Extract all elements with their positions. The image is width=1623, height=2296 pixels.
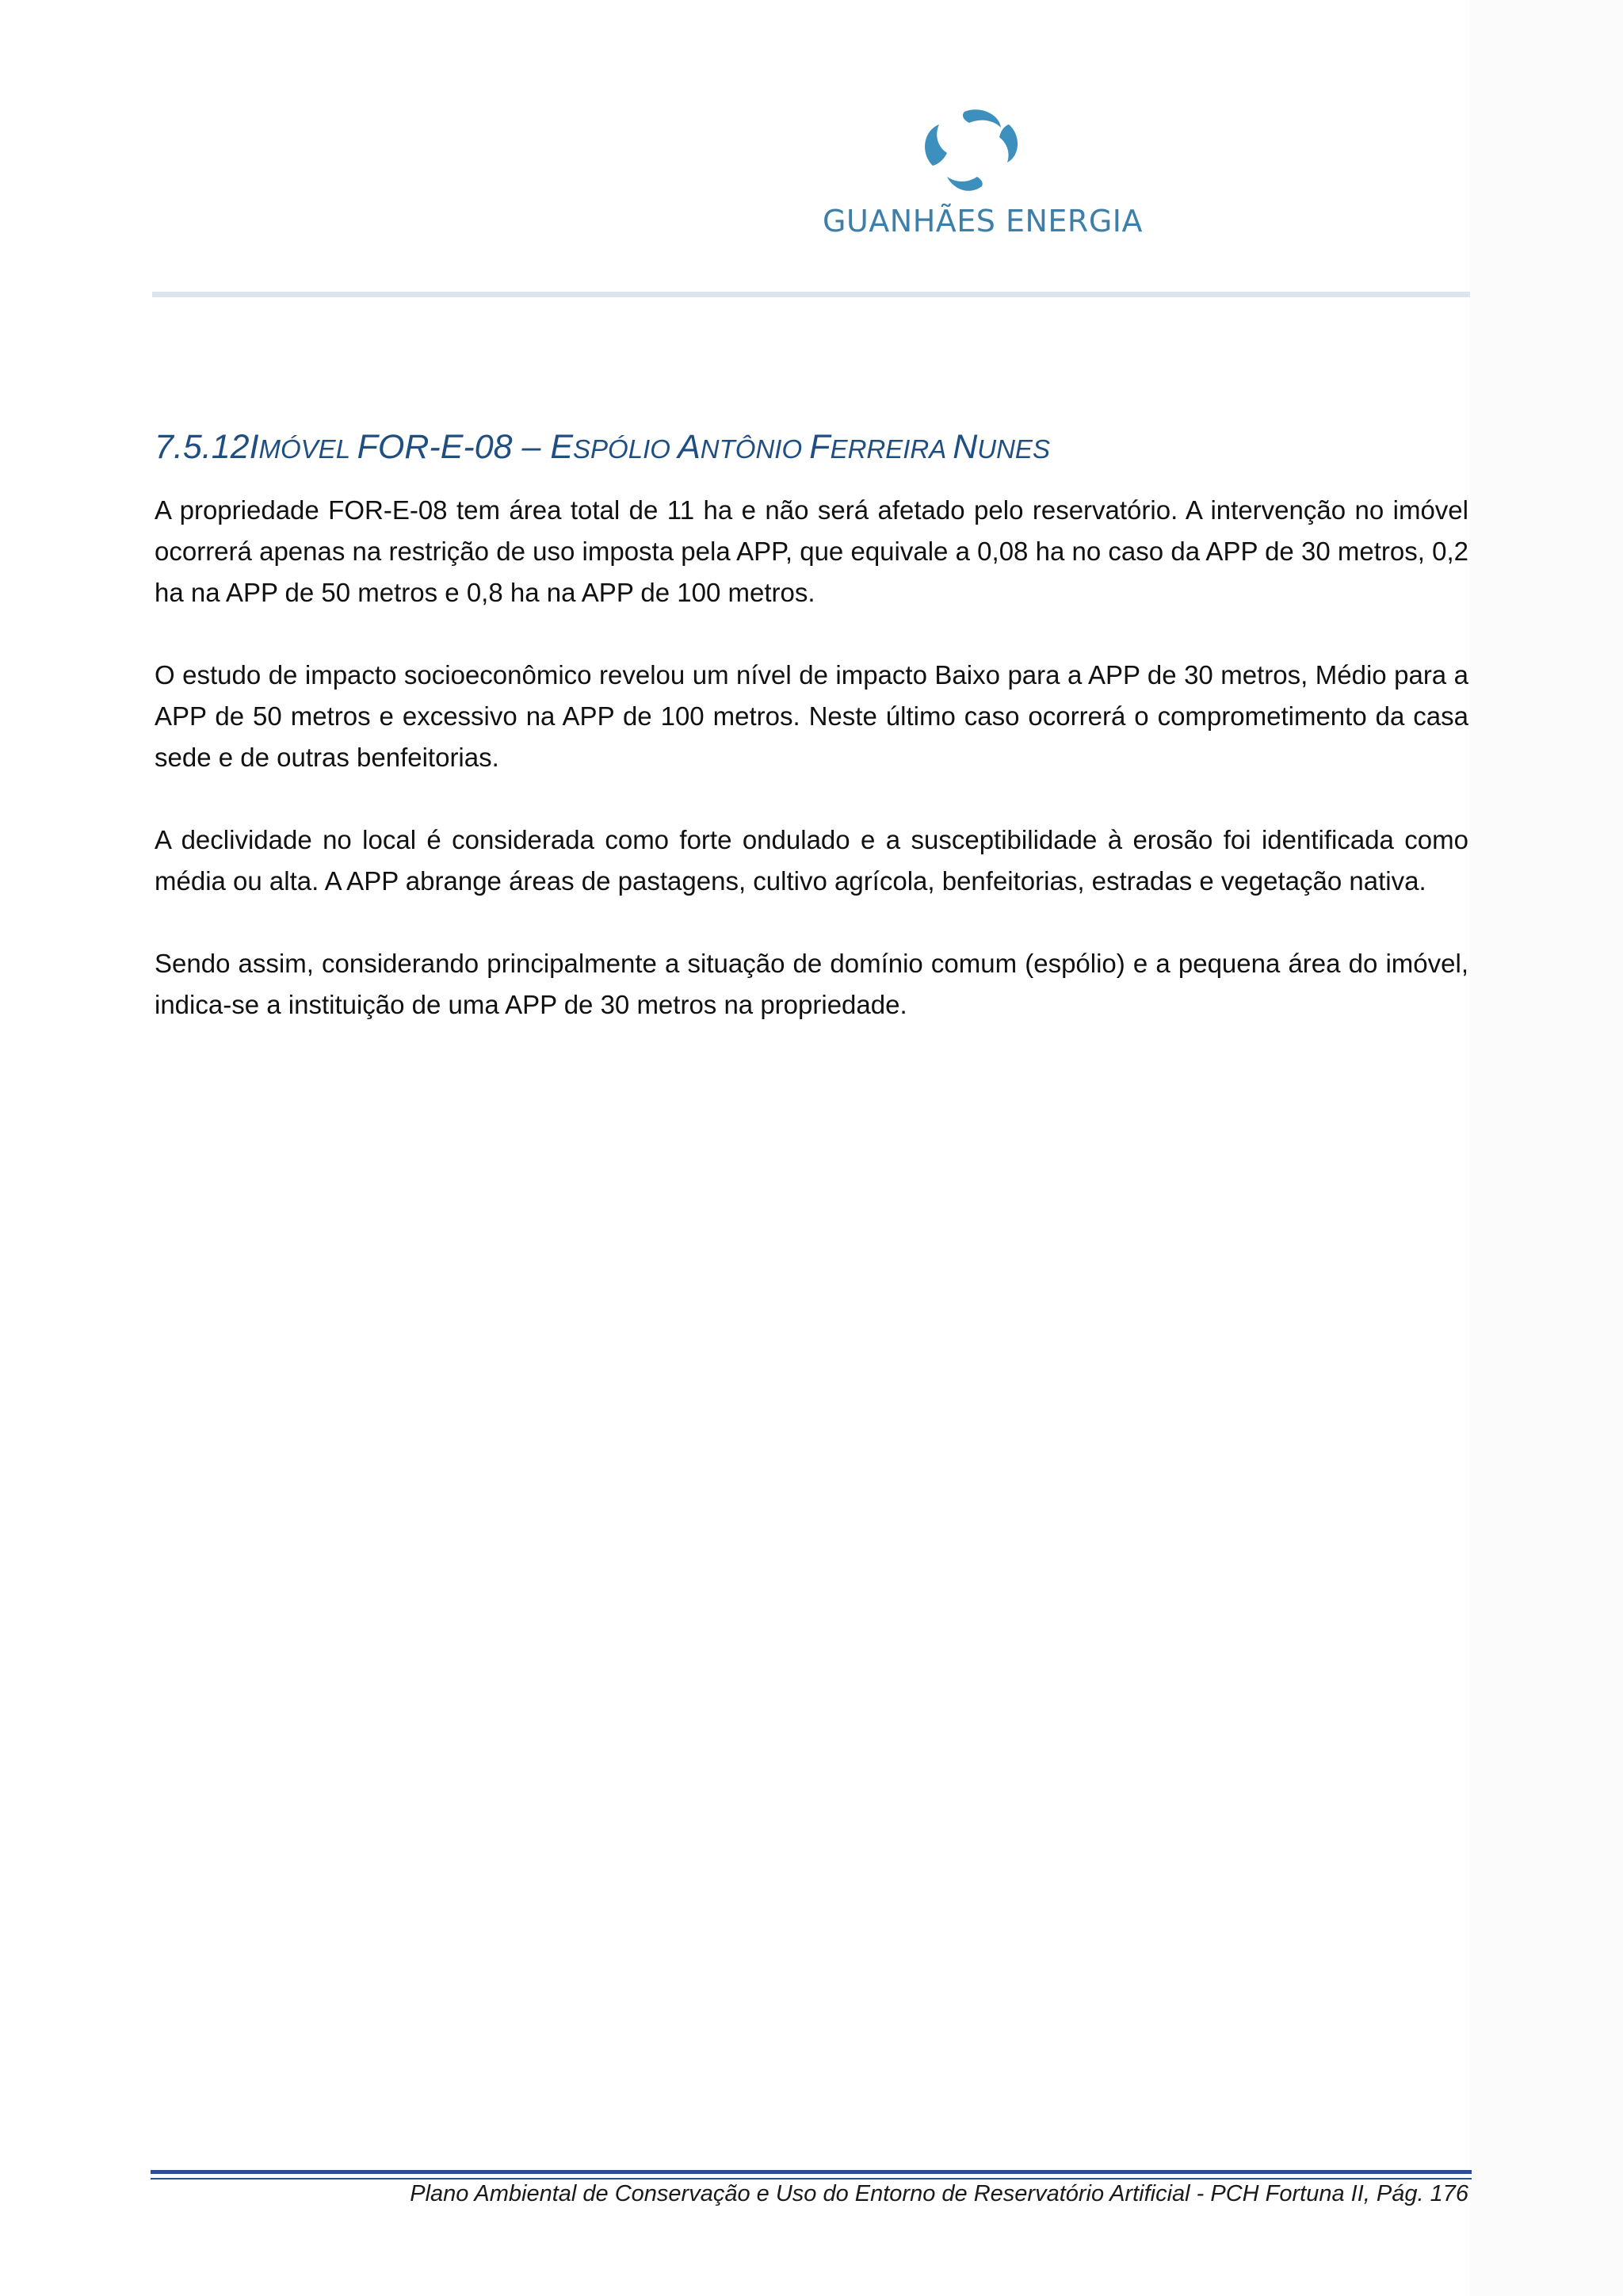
section-title-part: MÓVEL <box>258 434 357 464</box>
section-title-part: F <box>809 428 831 466</box>
logo-text: GUANHÃES ENERGIA <box>823 204 1143 239</box>
footer-divider-thick <box>151 2170 1472 2174</box>
logo-blade-top <box>963 109 1001 128</box>
swirl-logo-icon <box>915 107 1034 202</box>
body-text <box>155 490 1468 1067</box>
section-title-part: UNES <box>977 434 1050 464</box>
logo-blade-right <box>999 124 1018 162</box>
section-title-part: I <box>249 428 259 466</box>
paragraph: A propriedade FOR-E-08 tem área total de 11 ha e não será afetado pelo reservatório. A intervenção no imóvel ocorrerá apenas na restrição de uso imposta pela APP, que equivale a 0,08 ha no caso da APP de 30 metros, 0,2 ha na APP de 50 metros e 0,8 ha na APP de 100 metros. <box>155 495 1468 607</box>
paragraph: O estudo de impacto socioeconômico revelou um nível de impacto Baixo para a APP de 30 metros, Médio para a APP de 50 metros e excessivo na APP de 100 metros. Neste último caso ocorrerá o comprometimento da casa sede e de outras benfeitorias. <box>155 660 1468 772</box>
section-heading <box>155 428 1470 467</box>
paragraph: Sendo assim, considerando principalmente a situação de domínio comum (espólio) e a pequena área do imóvel, indica-se a instituição de uma APP de 30 metros na propriedade. <box>155 949 1468 1019</box>
logo-blade-left <box>925 124 947 166</box>
page-margin-shade <box>1470 0 1623 2296</box>
paragraph: A declividade no local é considerada como forte ondulado e a susceptibilidade à erosão foi identificada como média ou alta. A APP abrange áreas de pastagens, cultivo agrícola, benfeitorias, estradas e vegetação nativa. <box>155 825 1468 896</box>
logo-blade-bottom <box>947 177 983 191</box>
section-title-part: SPÓLIO <box>573 434 678 464</box>
section-title-part: ERREIRA <box>830 434 953 464</box>
section-title-part: NTÔNIO <box>700 434 810 464</box>
section-title-part: N <box>953 428 978 466</box>
footer-divider-thin <box>151 2178 1472 2179</box>
company-logo <box>816 107 1149 246</box>
section-title-part: A <box>678 428 701 466</box>
header-divider <box>152 292 1470 297</box>
section-title <box>250 428 1050 466</box>
section-number: 7.5.12 <box>155 428 250 466</box>
footer-text: Plano Ambiental de Conservação e Uso do Entorno de Reservatório Artificial - PCH Fortuna II, Pág. 176 <box>410 2181 1468 2206</box>
section-title-part: FOR-E-08 – E <box>357 428 574 466</box>
